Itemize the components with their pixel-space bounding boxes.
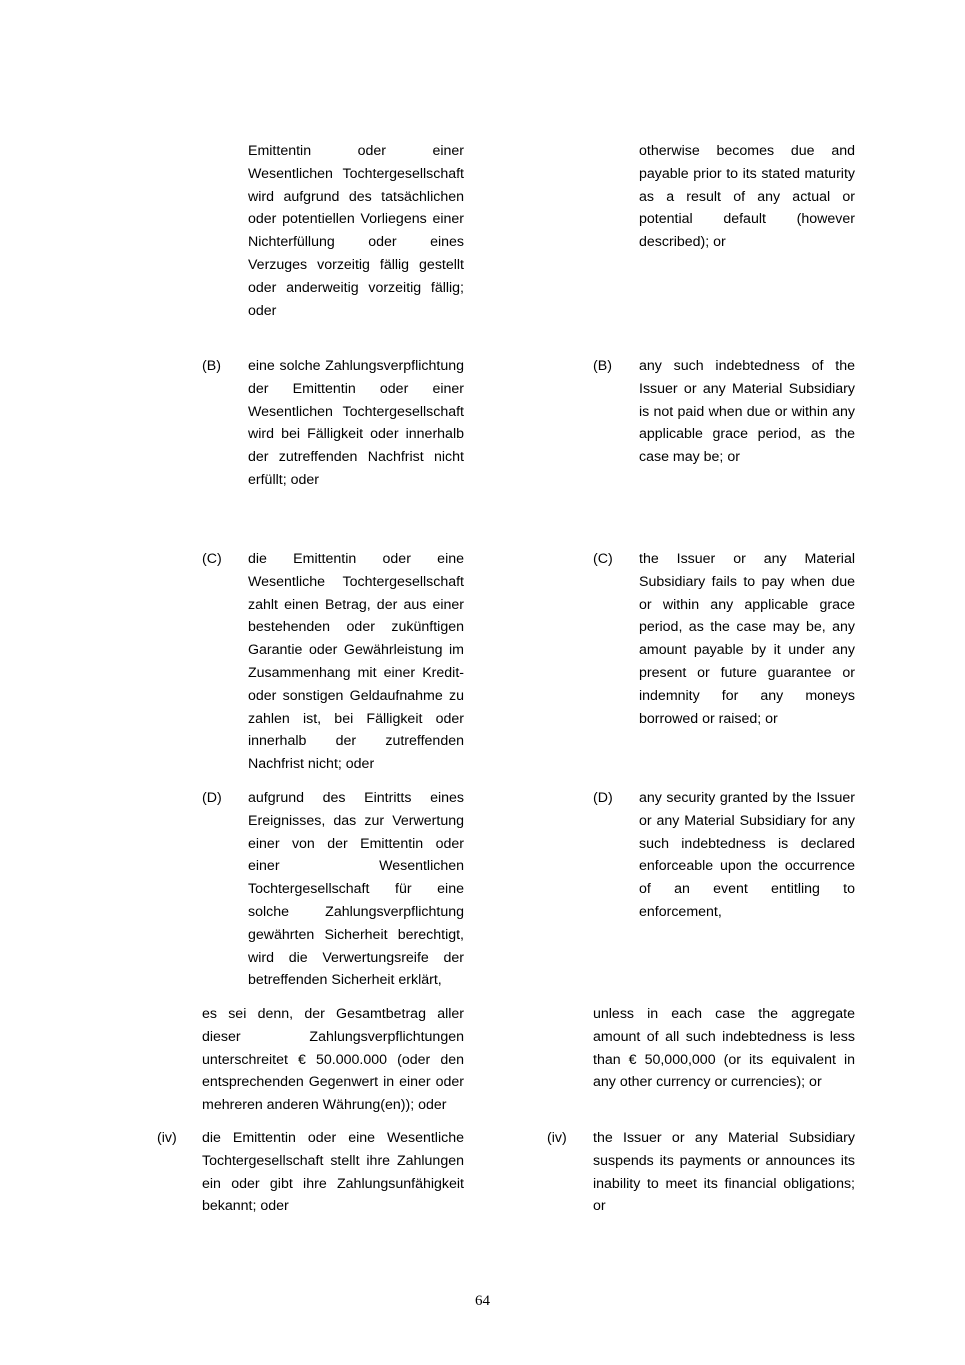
german-item-d-label: (D) [202,790,222,806]
english-item-b-text: any such indebtedness of the Issuer or any Material Subsidiary is not paid when due or within any applicable grace period, as the case may be; or [639,358,855,466]
english-item-b-label: (B) [593,358,612,374]
german-item-b-text: eine solche Zahlungsverpflichtung der Emittentin oder einer Wesentlichen Tochtergesellschaft wird bei Fälligkeit oder innerhalb der zutreffenden Nachfrist nicht erfüllt; oder [248,358,464,488]
german-item-c-text: die Emittentin oder eine Wesentliche Tochtergesellschaft zahlt einen Betrag, der aus einer bestehenden oder zukünftigen Garantie oder Gewährleistung im Zusammenhang mit einer Kredit- oder sonstigen Geldaufnahme zu zahlen ist, bei Fälligkeit oder innerhalb der zutreffenden Nachfrist nicht; oder [248,551,464,773]
german-item-iv-text: die Emittentin oder eine Wesentliche Tochtergesellschaft stellt ihre Zahlungen ein oder gibt ihre Zahlungsunfähigkeit bekannt; oder [202,1130,464,1215]
english-item-c-label: (C) [593,551,613,567]
english-item-d-label: (D) [593,790,613,806]
english-item-iv-label: (iv) [547,1130,567,1146]
english-item-iv-text: the Issuer or any Material Subsidiary suspends its payments or announces its inability to meet its financial obligations; or [593,1130,855,1215]
german-proviso-text: es sei denn, der Gesamtbetrag aller dieser Zahlungsverpflichtungen unterschreitet € 50.000.000 (oder den entsprechenden Gegenwert in einer oder mehreren anderen Währung(en)); oder [202,1006,464,1114]
german-item-b-label: (B) [202,358,221,374]
english-item-c-text: the Issuer or any Material Subsidiary fails to pay when due or within any applicable grace period, as the case may be, any amount payable by it under any present or future guarantee or indemnity for any moneys borrowed or raised; or [639,551,855,727]
german-item-c-label: (C) [202,551,222,567]
page-number: 64 [475,1293,490,1309]
english-item-d-text: any security granted by the Issuer or any Material Subsidiary for any such indebtedness is declared enforceable upon the occurrence of an event entitling to enforcement, [639,790,855,920]
english-proviso-text: unless in each case the aggregate amount of all such indebtedness is less than € 50,000,000 (or its equivalent in any other currency or currencies); or [593,1006,855,1091]
german-continuation-text: Emittentin oder einer Wesentlichen Tochtergesellschaft wird aufgrund des tatsächlichen oder potentiellen Vorliegens einer Nichterfüllung oder eines Verzuges vorzeitig fällig gestellt oder anderweitig vorzeitig fällig; oder [248,143,464,319]
german-item-iv-label: (iv) [157,1130,177,1146]
german-item-d-text: aufgrund des Eintritts eines Ereignisses, das zur Verwertung einer von der Emittentin oder einer Wesentlichen Tochtergesellschaft für eine solche Zahlungsverpflichtung gewährten Sicherheit berechtigt, wird die Verwertungsreife der betreffenden Sicherheit erklärt, [248,790,464,989]
english-continuation-text: otherwise becomes due and payable prior to its stated maturity as a result of any actual or potential default (however described); or [639,143,855,251]
